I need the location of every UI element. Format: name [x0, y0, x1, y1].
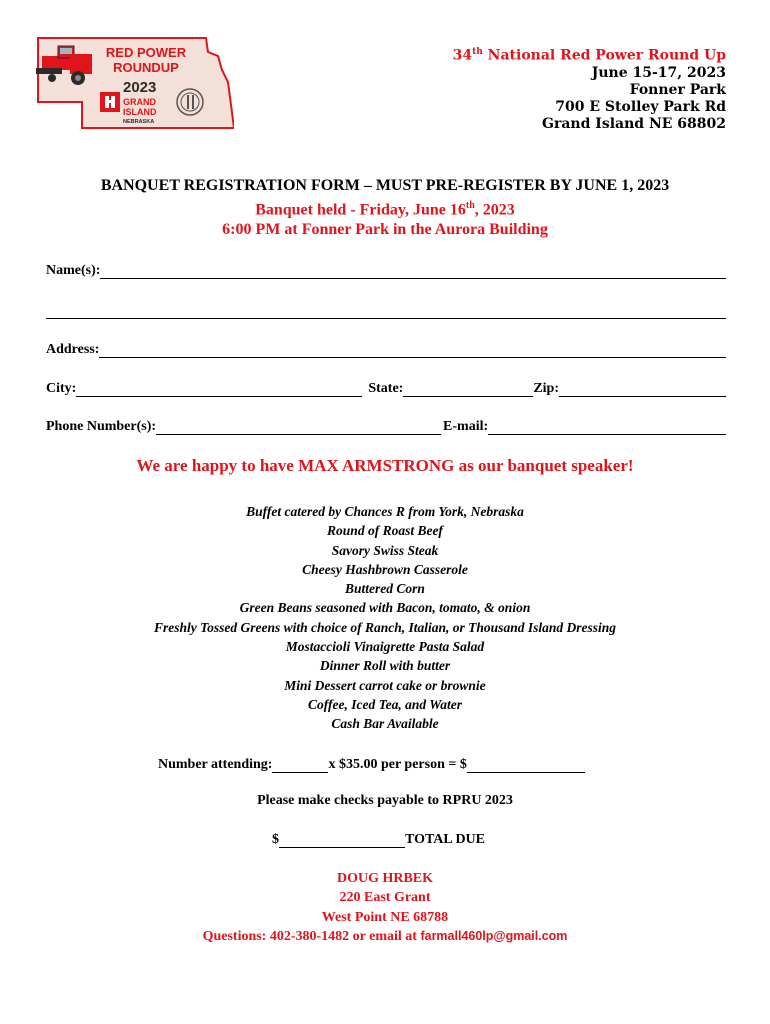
logo-line2: ROUNDUP — [113, 60, 179, 75]
menu-item: Cash Bar Available — [331, 716, 439, 732]
red-power-roundup-logo — [30, 30, 234, 130]
banquet-date-year: , 2023 — [474, 201, 515, 219]
ordinal-suffix: th — [472, 47, 483, 57]
menu-item: Buffet catered by Chances R from York, Nebraska — [246, 504, 524, 519]
menu-item: Buttered Corn — [345, 581, 425, 597]
city-state-zip-row — [46, 381, 726, 397]
menu-item: Coffee, Iced Tea, and Water — [308, 696, 462, 712]
names-field[interactable] — [100, 264, 726, 279]
title-block — [0, 176, 770, 240]
phone-field[interactable] — [156, 420, 441, 435]
ih-logo-icon — [100, 92, 120, 112]
contact-block — [0, 869, 770, 946]
contact-city: West Point NE 68788 — [321, 909, 449, 925]
city-label: City: — [46, 381, 77, 396]
names-label: Name(s): — [46, 263, 101, 278]
total-row — [272, 832, 485, 848]
email-field[interactable] — [488, 420, 726, 435]
names-field-2[interactable] — [46, 304, 726, 319]
email-label: E-mail: — [443, 419, 489, 434]
menu-item: Green Beans seasoned with Bacon, tomato, & onion — [239, 600, 531, 616]
names-row-2 — [46, 304, 726, 319]
event-header — [453, 44, 726, 133]
total-field[interactable] — [279, 833, 405, 848]
logo-city1: GRAND — [123, 97, 156, 107]
logo-year: 2023 — [123, 79, 157, 96]
contact-name: DOUG HRBEK — [336, 871, 434, 886]
event-title — [453, 44, 726, 65]
menu-item: Dinner Roll with butter — [319, 658, 451, 674]
attending-field[interactable] — [272, 758, 328, 773]
venue-city: Grand Island NE 68802 — [542, 115, 726, 132]
contact-questions — [0, 927, 770, 946]
checks-payable: Please make checks payable to RPRU 2023 — [257, 793, 513, 808]
logo-line1: RED POWER — [105, 45, 187, 60]
price-text: x $35.00 per person = $ — [328, 757, 467, 772]
menu-list — [0, 502, 770, 734]
attending-label: Number attending: — [158, 757, 273, 772]
state-label: State: — [368, 381, 404, 396]
contact-email-link[interactable]: farmall460lp@gmail.com — [420, 928, 568, 943]
zip-field[interactable] — [559, 382, 726, 397]
menu-item: Savory Swiss Steak — [331, 542, 439, 558]
address-field[interactable] — [99, 343, 726, 358]
banquet-date-suffix: th — [465, 200, 475, 211]
city-field[interactable] — [76, 382, 362, 397]
phone-email-row — [46, 419, 726, 435]
names-row — [46, 263, 726, 279]
banquet-date-prefix: Banquet held - Friday, June 16 — [255, 201, 466, 219]
banquet-time-location: 6:00 PM at Fonner Park in the Aurora Building — [222, 221, 548, 239]
event-name: National Red Power Round Up — [482, 47, 726, 64]
address-label: Address: — [46, 342, 100, 357]
menu-item: Cheesy Hashbrown Casserole — [302, 561, 468, 577]
menu-item: Mostaccioli Vinaigrette Pasta Salad — [285, 639, 485, 655]
logo-state: NEBRASKA — [123, 119, 155, 125]
state-field[interactable] — [403, 382, 533, 397]
venue-name: Fonner Park — [629, 81, 726, 98]
phone-label: Phone Number(s): — [46, 419, 157, 434]
menu-item: Freshly Tossed Greens with choice of Ranch, Italian, or Thousand Island Dressing — [154, 619, 616, 635]
subtotal-field[interactable] — [467, 758, 585, 773]
contact-street: 220 East Grant — [339, 890, 431, 906]
venue-street: 700 E Stolley Park Rd — [555, 98, 726, 115]
menu-item: Mini Dessert carrot cake or brownie — [284, 677, 486, 693]
attendance-row — [158, 757, 585, 773]
questions-text: Questions: 402-380-1482 or email at — [202, 928, 421, 944]
speaker-announcement: We are happy to have MAX ARMSTRONG as our banquet speaker! — [136, 456, 634, 475]
dollar-sign: $ — [272, 832, 279, 847]
zip-label: Zip: — [533, 381, 560, 396]
address-row — [46, 342, 726, 358]
logo-city2: ISLAND — [123, 107, 157, 117]
banquet-date — [0, 196, 770, 220]
event-dates: June 15-17, 2023 — [591, 64, 726, 81]
form-title: BANQUET REGISTRATION FORM – MUST PRE-REGISTER BY JUNE 1, 2023 — [100, 177, 670, 194]
total-due-label: TOTAL DUE — [405, 832, 486, 847]
menu-item: Round of Roast Beef — [327, 523, 443, 539]
ordinal-number: 34 — [452, 47, 473, 64]
